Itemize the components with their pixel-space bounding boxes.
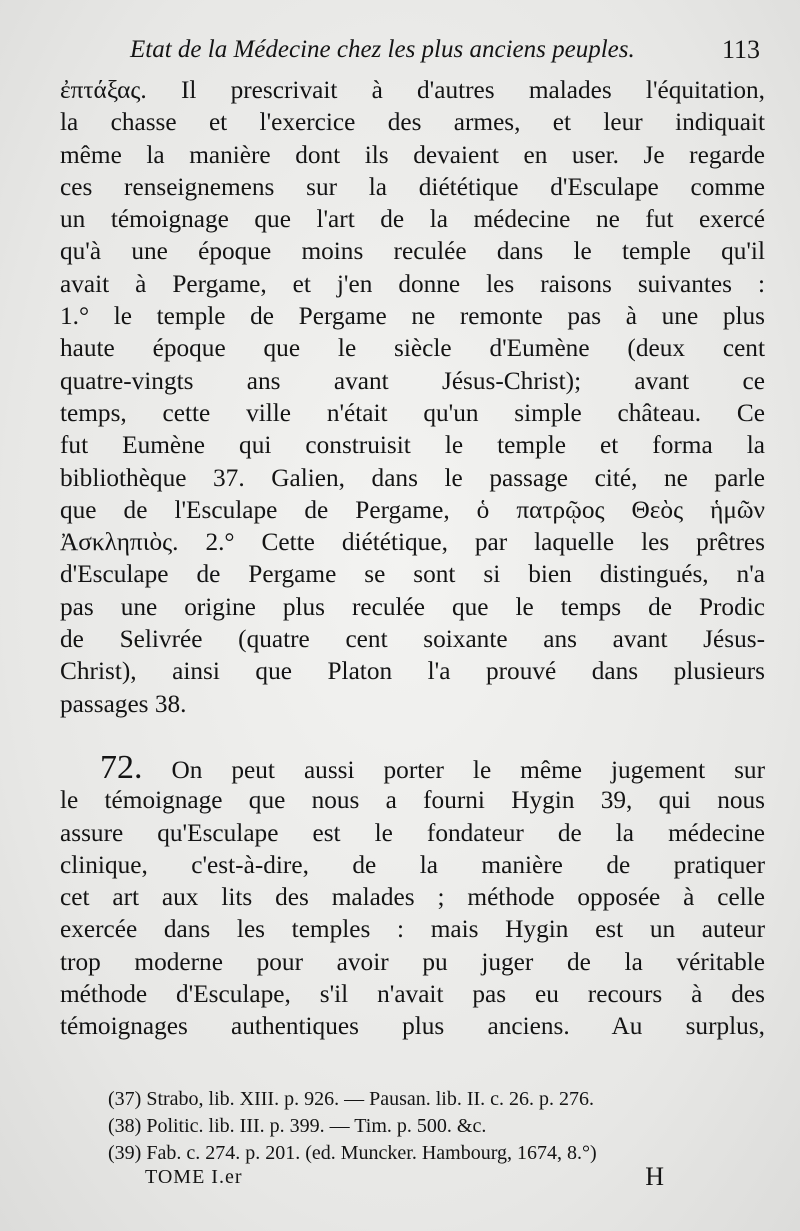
running-title: Etat de la Médecine chez les plus anciens peuples. [130, 36, 635, 63]
paragraph-72 [60, 748, 766, 1043]
text-line: quatre-vingts ans avant Jésus-Christ); avant ce [60, 366, 765, 395]
text-line: fut Eumène qui construisit le temple et forma la [60, 431, 765, 460]
text-line: le témoignage que nous a fourni Hygin 39, qui nous [60, 786, 765, 815]
paragraph-gap [60, 720, 765, 752]
body-text [60, 74, 765, 1043]
text-line: de Selivrée (quatre cent soixante ans avant Jésus- [60, 625, 765, 654]
text-line: ces renseignemens sur la diététique d'Esculape comme [60, 172, 765, 201]
text-line: témoignages authentiques plus anciens. Au surplus, [60, 1012, 765, 1041]
text-line: bibliothèque 37. Galien, dans le passage cité, ne parle [60, 463, 765, 492]
text-line: cet art aux lits des malades ; méthode opposée à celle [60, 883, 765, 912]
text-line: passages 38. [60, 689, 187, 718]
text-line: ἐπτάξας. Il prescrivait à d'autres malades l'équitation, [60, 76, 765, 104]
text-line: méthode d'Esculape, s'il n'avait pas eu recours à des [60, 980, 765, 1009]
text-line: haute époque que le siècle d'Eumène (deux cent [60, 334, 765, 363]
text-line: temps, cette ville n'était qu'un simple château. Ce [60, 398, 765, 427]
text-line: qu'à une époque moins reculée dans le temple qu'il [60, 237, 765, 266]
text-line: assure qu'Esculape est le fondateur de la médecine [60, 818, 765, 847]
text-line: clinique, c'est-à-dire, de la manière de pratiquer [60, 850, 765, 879]
footnotes [108, 1086, 748, 1167]
text-line: la chasse et l'exercice des armes, et leur indiquait [60, 108, 765, 137]
text-line: un témoignage que l'art de la médecine ne fut exercé [60, 205, 765, 234]
signature-mark: H [645, 1162, 665, 1191]
page-number: 113 [721, 35, 760, 64]
text-line: que de l'Esculape de Pergame, ὁ πατρῷος Θεὸς ἡμῶν [60, 495, 765, 524]
paragraph-first-line [60, 748, 766, 786]
text-line: 1.° le temple de Pergame ne remonte pas à une plus [60, 302, 765, 331]
text-line: Christ), ainsi que Platon l'a prouvé dans plusieurs [60, 657, 765, 686]
footnote-38: (38) Politic. lib. III. p. 399. — Tim. p. 500. &c. [108, 1115, 487, 1137]
text-line-rest: On peut aussi porter le même jugement sur [171, 755, 766, 784]
text-line: d'Esculape de Pergame se sont si bien distingués, n'a [60, 560, 765, 589]
footnote-39: (39) Fab. c. 274. p. 201. (ed. Muncker. Hambourg, 1674, 8.°) [108, 1142, 597, 1164]
text-line: avait à Pergame, et j'en donne les raisons suivantes : [60, 269, 765, 298]
text-line: Ἀσκληπιὸς. 2.° Cette diététique, par laquelle les prêtres [60, 528, 765, 557]
footnote-37: (37) Strabo, lib. XIII. p. 926. — Pausan. lib. II. c. 26. p. 276. [108, 1088, 595, 1110]
text-line: exercée dans les temples : mais Hygin est un auteur [60, 915, 765, 944]
volume-label: TOME I.er [145, 1166, 243, 1188]
text-line: trop moderne pour avoir pu juger de la véritable [60, 947, 765, 976]
paragraph-71-continued [60, 74, 765, 720]
page-footer [145, 1162, 665, 1200]
section-number: 72. [100, 748, 143, 786]
text-line: même la manière dont ils devaient en user. Je regarde [60, 140, 765, 169]
running-header [110, 30, 760, 70]
text-line: pas une origine plus reculée que le temps de Prodic [60, 592, 765, 621]
